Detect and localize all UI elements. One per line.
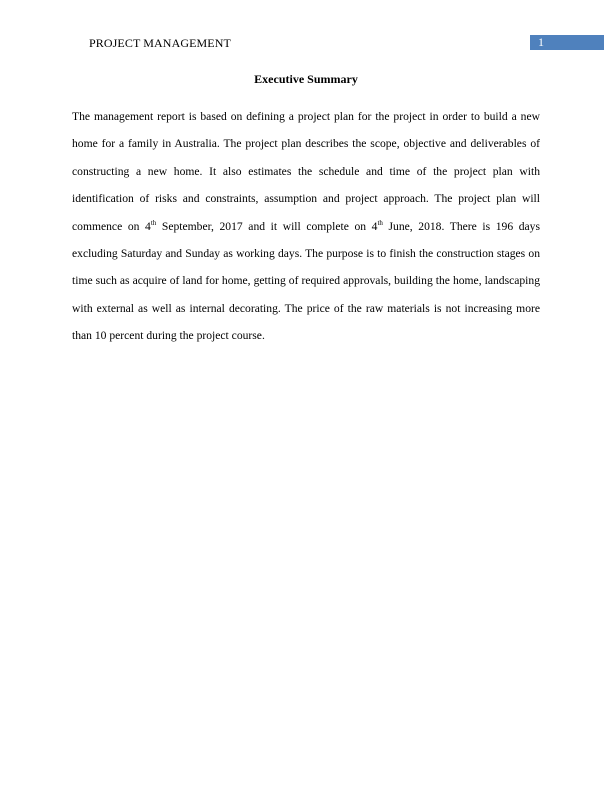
paragraph-text-part-3: June, 2018. There is 196 days excluding Saturday and Sunday as working days. The purpose is to finish the construction stages on time such as acquire of land for home, getting of required approvals, building the home, landscaping with external as well as internal decorating. The price of the raw materials is not increasing more than 10 percent during the project course. [72,219,540,343]
page-number-bar [530,35,604,50]
paragraph-text-part-2: September, 2017 and it will complete on 4 [156,219,378,233]
body-paragraph [72,103,540,350]
superscript-ordinal: th [150,218,157,227]
section-heading: Executive Summary [254,72,358,86]
page-number: 1 [538,35,544,49]
superscript-ordinal: th [377,218,383,227]
paragraph-text-part-1: The management report is based on defining a project plan for the project in order to build a new home for a family in Australia. The project plan describes the scope, objective and deliverables of constructing a new home. It also estimates the schedule and time of the project plan with identification of risks and constraints, assumption and project approach. The project plan will commence on 4 [72,110,540,233]
running-header-title: PROJECT MANAGEMENT [89,36,231,50]
